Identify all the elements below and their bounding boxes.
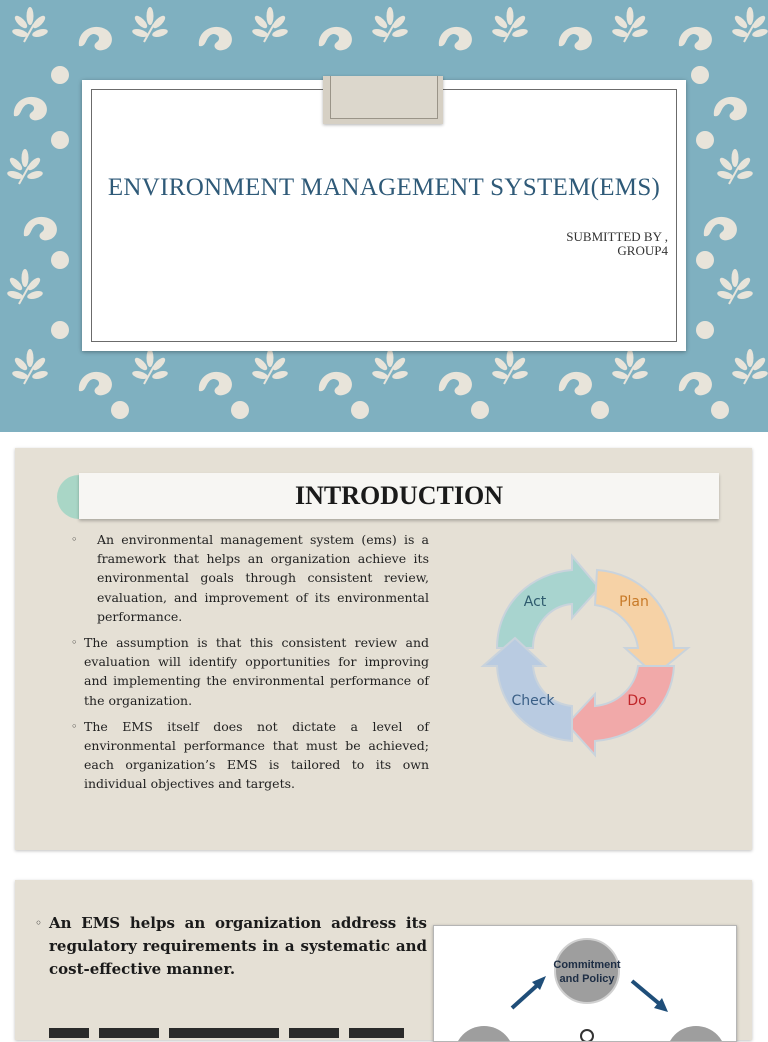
commitment-policy-label: Commitment	[553, 959, 621, 971]
introduction-slide	[15, 448, 752, 850]
submitted-by-text	[566, 230, 668, 258]
bullet-text: An environmental management system (ems) is a framework that helps an organization achieve its environmental goals through consistent review, evaluation, and improvement of its environmental performance.	[97, 532, 429, 624]
center-icon	[581, 1030, 593, 1041]
presentation-title: ENVIRONMENT MANAGEMENT SYSTEM(EMS)	[107, 174, 661, 201]
bullet-item	[35, 912, 427, 981]
submitted-by-label: SUBMITTED BY ,	[566, 229, 668, 244]
plan-label: Plan	[619, 594, 649, 610]
bullet-item	[73, 717, 429, 794]
pdca-cycle-diagram	[477, 548, 692, 758]
group-label: GROUP4	[617, 243, 668, 258]
title-slide	[0, 0, 768, 432]
bullet-text: An EMS helps an organization address its regulatory requirements in a systematic and cost-effective manner.	[49, 914, 427, 978]
commitment-policy-label-2: and Policy	[559, 973, 615, 985]
title-card-tab	[323, 76, 443, 124]
left-node	[454, 1026, 514, 1041]
ems-cycle-diagram	[433, 925, 737, 1042]
bullet-text: The assumption is that this consistent review and evaluation will identify opportunities for improving and implementing the environmental performance of the organization.	[84, 635, 429, 708]
introduction-heading: INTRODUCTION	[294, 481, 504, 510]
introduction-bullet-list	[73, 530, 429, 801]
do-arrow	[567, 666, 674, 755]
check-label: Check	[511, 693, 555, 709]
plan-arrow	[595, 570, 688, 675]
do-label: Do	[627, 693, 647, 709]
cropped-text-line	[49, 1018, 409, 1038]
commitment-policy-node	[555, 939, 619, 1003]
arrow-right	[632, 981, 662, 1006]
right-node	[666, 1026, 726, 1041]
bullet-item	[73, 633, 429, 710]
check-arrow	[483, 638, 572, 741]
bullet-icon: ◦	[35, 916, 43, 930]
bullet-icon: ◦	[71, 636, 78, 650]
title-card-border	[91, 89, 677, 342]
bullet-item	[73, 530, 429, 626]
ems-benefits-slide	[15, 880, 752, 1040]
act-arrow	[497, 556, 599, 648]
bullet-icon: ◦	[71, 533, 78, 546]
bullet-text: The EMS itself does not dictate a level of environmental performance that must be achieved; each organization’s EMS is tailored to its own individual objectives and targets.	[84, 718, 429, 792]
bullet-icon: ◦	[71, 719, 78, 733]
heading-bar	[79, 473, 719, 519]
title-card-tab-inner	[330, 76, 438, 119]
act-label: Act	[523, 594, 547, 610]
